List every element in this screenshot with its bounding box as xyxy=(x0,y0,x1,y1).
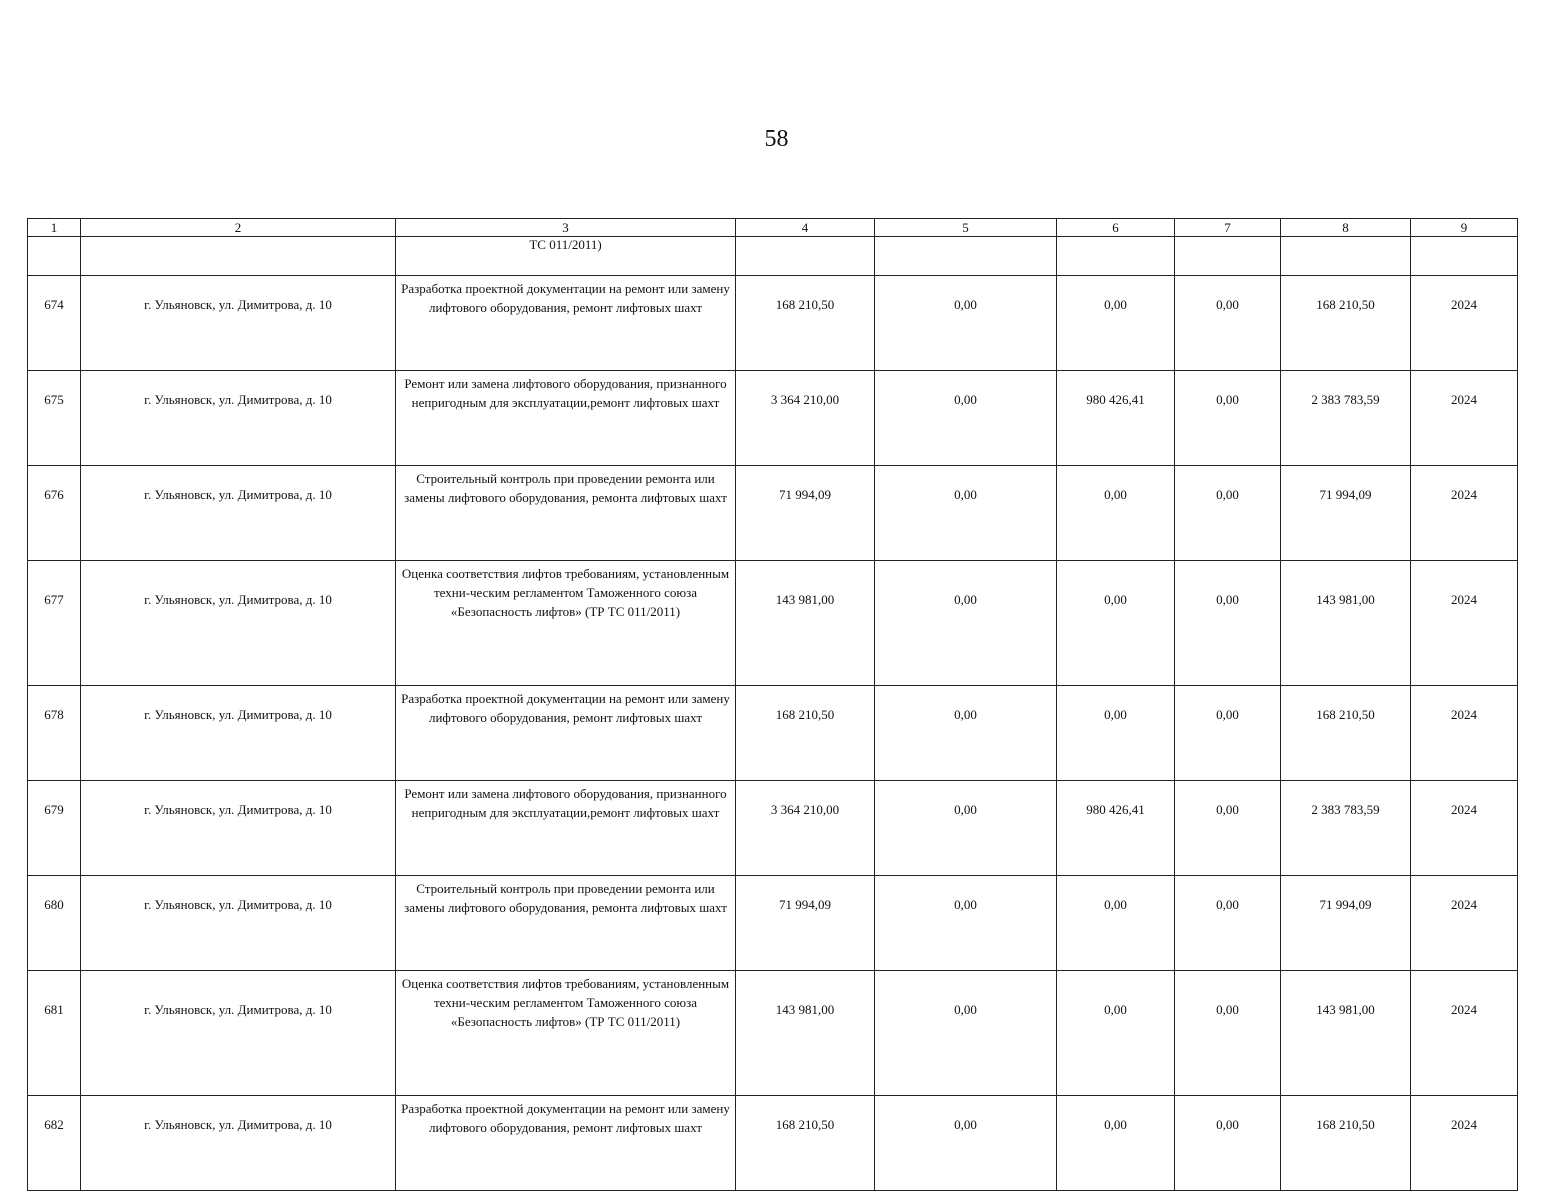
year-cell: 2024 xyxy=(1411,561,1518,686)
row-number: 676 xyxy=(28,466,81,561)
work-type-cell: Ремонт или замена лифтового оборудования, признанного непригодным для эксплуатации,ремонт лифтовых шахт xyxy=(396,781,736,876)
cost-col7-cell: 0,00 xyxy=(1175,561,1281,686)
table-row xyxy=(28,781,1518,876)
cost-col6-cell: 0,00 xyxy=(1057,276,1175,371)
work-type-cell: Оценка соответствия лифтов требованиям, установленным техни-ческим регламентом Таможенного союза «Безопасность лифтов» (ТР ТС 011/2011) xyxy=(396,971,736,1096)
cost-col5-cell: 0,00 xyxy=(875,1096,1057,1191)
cost-col6-cell: 0,00 xyxy=(1057,686,1175,781)
column-header: 8 xyxy=(1281,219,1411,237)
cost-col7-cell: 0,00 xyxy=(1175,1096,1281,1191)
cost-col5-cell: 0,00 xyxy=(875,781,1057,876)
column-header: 5 xyxy=(875,219,1057,237)
address-cell: г. Ульяновск, ул. Димитрова, д. 10 xyxy=(81,876,396,971)
total-cost-cell: 3 364 210,00 xyxy=(736,781,875,876)
cost-col6-cell: 0,00 xyxy=(1057,1096,1175,1191)
row-number: 678 xyxy=(28,686,81,781)
total-cost-cell: 3 364 210,00 xyxy=(736,371,875,466)
address-cell: г. Ульяновск, ул. Димитрова, д. 10 xyxy=(81,686,396,781)
row-number: 680 xyxy=(28,876,81,971)
capital-repair-table xyxy=(27,218,1518,1191)
total-cost-cell: 168 210,50 xyxy=(736,276,875,371)
table-row xyxy=(28,686,1518,781)
table-row xyxy=(28,371,1518,466)
column-header: 7 xyxy=(1175,219,1281,237)
cost-col7-cell: 0,00 xyxy=(1175,276,1281,371)
cost-col8-cell: 168 210,50 xyxy=(1281,276,1411,371)
address-cell: г. Ульяновск, ул. Димитрова, д. 10 xyxy=(81,371,396,466)
year-cell: 2024 xyxy=(1411,686,1518,781)
total-cost-cell: 168 210,50 xyxy=(736,686,875,781)
row-number: 674 xyxy=(28,276,81,371)
work-type-cell: Ремонт или замена лифтового оборудования, признанного непригодным для эксплуатации,ремонт лифтовых шахт xyxy=(396,371,736,466)
address-cell: г. Ульяновск, ул. Димитрова, д. 10 xyxy=(81,781,396,876)
work-type-cell: Оценка соответствия лифтов требованиям, установленным техни-ческим регламентом Таможенного союза «Безопасность лифтов» (ТР ТС 011/2011) xyxy=(396,561,736,686)
cost-col5-cell: 0,00 xyxy=(875,686,1057,781)
page-number: 58 xyxy=(764,126,789,152)
cost-col6-cell: 0,00 xyxy=(1057,561,1175,686)
address-cell: г. Ульяновск, ул. Димитрова, д. 10 xyxy=(81,561,396,686)
row-number: 675 xyxy=(28,371,81,466)
address-cell: г. Ульяновск, ул. Димитрова, д. 10 xyxy=(81,1096,396,1191)
cost-col5-cell: 0,00 xyxy=(875,276,1057,371)
cost-col6-cell: 980 426,41 xyxy=(1057,781,1175,876)
cost-col5-cell: 0,00 xyxy=(875,561,1057,686)
year-cell: 2024 xyxy=(1411,371,1518,466)
column-header: 9 xyxy=(1411,219,1518,237)
total-cost-cell: 143 981,00 xyxy=(736,971,875,1096)
row-number: 682 xyxy=(28,1096,81,1191)
cost-col7-cell: 0,00 xyxy=(1175,686,1281,781)
total-cost-cell: 168 210,50 xyxy=(736,1096,875,1191)
cost-col6-cell: 0,00 xyxy=(1057,466,1175,561)
cost-col7-cell: 0,00 xyxy=(1175,371,1281,466)
cost-col8-cell: 71 994,09 xyxy=(1281,876,1411,971)
column-header: 4 xyxy=(736,219,875,237)
work-type-cell: Разработка проектной документации на ремонт или замену лифтового оборудования, ремонт лифтовых шахт xyxy=(396,686,736,781)
work-type-cell: Разработка проектной документации на ремонт или замену лифтового оборудования, ремонт лифтовых шахт xyxy=(396,1096,736,1191)
cost-col7-cell: 0,00 xyxy=(1175,781,1281,876)
row-number: 679 xyxy=(28,781,81,876)
cost-col5-cell: 0,00 xyxy=(875,371,1057,466)
column-header: 2 xyxy=(81,219,396,237)
cost-col8-cell: 2 383 783,59 xyxy=(1281,371,1411,466)
cost-col8-cell: 168 210,50 xyxy=(1281,1096,1411,1191)
work-type-cell: Строительный контроль при проведении ремонта или замены лифтового оборудования, ремонта лифтовых шахт xyxy=(396,876,736,971)
cost-col5-cell: 0,00 xyxy=(875,466,1057,561)
cost-col6-cell: 0,00 xyxy=(1057,876,1175,971)
table-row xyxy=(28,876,1518,971)
cost-col7-cell: 0,00 xyxy=(1175,466,1281,561)
cost-col8-cell: 71 994,09 xyxy=(1281,466,1411,561)
cost-col6-cell: 980 426,41 xyxy=(1057,371,1175,466)
table-row xyxy=(28,971,1518,1096)
work-type-cell: Разработка проектной документации на ремонт или замену лифтового оборудования, ремонт лифтовых шахт xyxy=(396,276,736,371)
continuation-text: ТС 011/2011) xyxy=(396,237,736,276)
address-cell: г. Ульяновск, ул. Димитрова, д. 10 xyxy=(81,971,396,1096)
table-row xyxy=(28,1096,1518,1191)
cost-col5-cell: 0,00 xyxy=(875,876,1057,971)
year-cell: 2024 xyxy=(1411,781,1518,876)
address-cell: г. Ульяновск, ул. Димитрова, д. 10 xyxy=(81,466,396,561)
column-header: 1 xyxy=(28,219,81,237)
cost-col5-cell: 0,00 xyxy=(875,971,1057,1096)
cost-col7-cell: 0,00 xyxy=(1175,971,1281,1096)
total-cost-cell: 143 981,00 xyxy=(736,561,875,686)
total-cost-cell: 71 994,09 xyxy=(736,466,875,561)
cost-col6-cell: 0,00 xyxy=(1057,971,1175,1096)
cost-col8-cell: 143 981,00 xyxy=(1281,561,1411,686)
table-row xyxy=(28,561,1518,686)
table-row xyxy=(28,466,1518,561)
address-cell: г. Ульяновск, ул. Димитрова, д. 10 xyxy=(81,276,396,371)
row-number: 681 xyxy=(28,971,81,1096)
cost-col8-cell: 143 981,00 xyxy=(1281,971,1411,1096)
cost-col7-cell: 0,00 xyxy=(1175,876,1281,971)
column-header: 6 xyxy=(1057,219,1175,237)
row-number: 677 xyxy=(28,561,81,686)
cost-col8-cell: 168 210,50 xyxy=(1281,686,1411,781)
column-number-header-row xyxy=(28,219,1518,237)
continuation-row xyxy=(28,237,1518,276)
column-header: 3 xyxy=(396,219,736,237)
work-type-cell: Строительный контроль при проведении ремонта или замены лифтового оборудования, ремонта лифтовых шахт xyxy=(396,466,736,561)
cost-col8-cell: 2 383 783,59 xyxy=(1281,781,1411,876)
year-cell: 2024 xyxy=(1411,466,1518,561)
year-cell: 2024 xyxy=(1411,1096,1518,1191)
table-row xyxy=(28,276,1518,371)
year-cell: 2024 xyxy=(1411,876,1518,971)
year-cell: 2024 xyxy=(1411,276,1518,371)
total-cost-cell: 71 994,09 xyxy=(736,876,875,971)
year-cell: 2024 xyxy=(1411,971,1518,1096)
